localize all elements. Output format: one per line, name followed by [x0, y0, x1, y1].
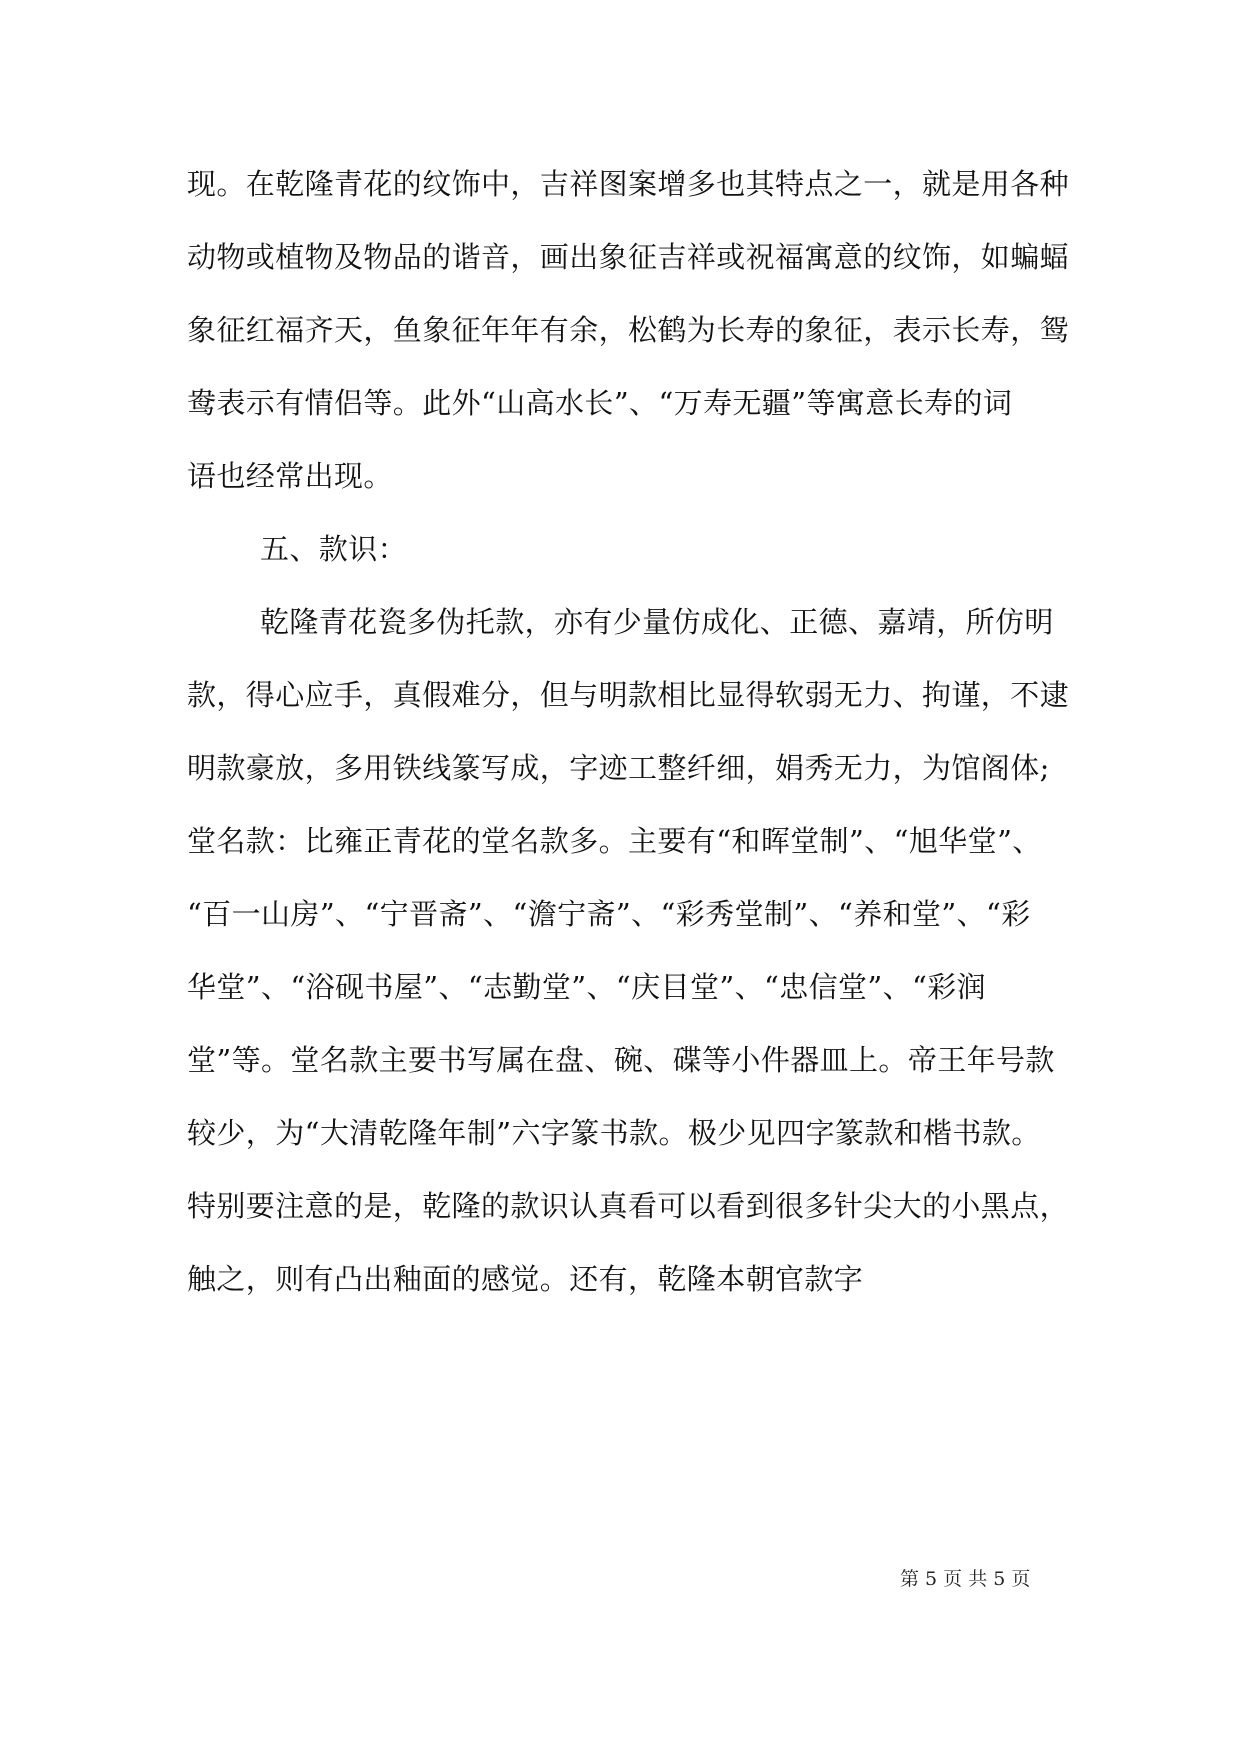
text-line: 动物或植物及物品的谐音，画出象征吉祥或祝福寓意的纹饰，如蝙蝠 [187, 240, 1070, 274]
section-heading: 五、款识： [260, 532, 408, 566]
text-line: 鸯表示有情侣等。此外“山高水长”、“万寿无疆”等寓意长寿的词 [187, 386, 1013, 420]
text-line: 现。在乾隆青花的纹饰中，吉祥图案增多也其特点之一，就是用各种 [187, 167, 1070, 201]
text-line: 堂名款：比雍正青花的堂名款多。主要有“和晖堂制”、“旭华堂”、 [187, 824, 1042, 858]
page-number-footer: 第 5 页 共 5 页 [900, 1568, 1031, 1590]
text-line: 触之，则有凸出釉面的感觉。还有，乾隆本朝官款字 [187, 1262, 864, 1296]
text-line: 款，得心应手，真假难分，但与明款相比显得软弱无力、拘谨，不逮 [187, 678, 1070, 712]
text-line: 语也经常出现。 [187, 459, 393, 493]
text-line: 堂”等。堂名款主要书写属在盘、碗、碟等小件器皿上。帝王年号款 [187, 1043, 1055, 1077]
text-line: 象征红福齐天，鱼象征年年有余，松鹤为长寿的象征，表示长寿，鸳 [187, 313, 1070, 347]
paragraph-start-line: 乾隆青花瓷多伪托款，亦有少量仿成化、正德、嘉靖，所仿明 [260, 605, 1054, 639]
text-line: 特别要注意的是，乾隆的款识认真看可以看到很多针尖大的小黑点， [187, 1189, 1070, 1223]
text-line: 较少，为“大清乾隆年制”六字篆书款。极少见四字篆款和楷书款。 [187, 1116, 1041, 1150]
text-line: “百一山房”、“宁晋斋”、“澹宁斋”、“彩秀堂制”、“养和堂”、“彩 [187, 897, 1031, 931]
text-line: 明款豪放，多用铁线篆写成，字迹工整纤细，娟秀无力，为馆阁体; [187, 751, 1050, 785]
body-text [187, 158, 1070, 1326]
text-line: 华堂”、“浴砚书屋”、“志勤堂”、“庆目堂”、“忠信堂”、“彩润 [187, 970, 987, 1004]
